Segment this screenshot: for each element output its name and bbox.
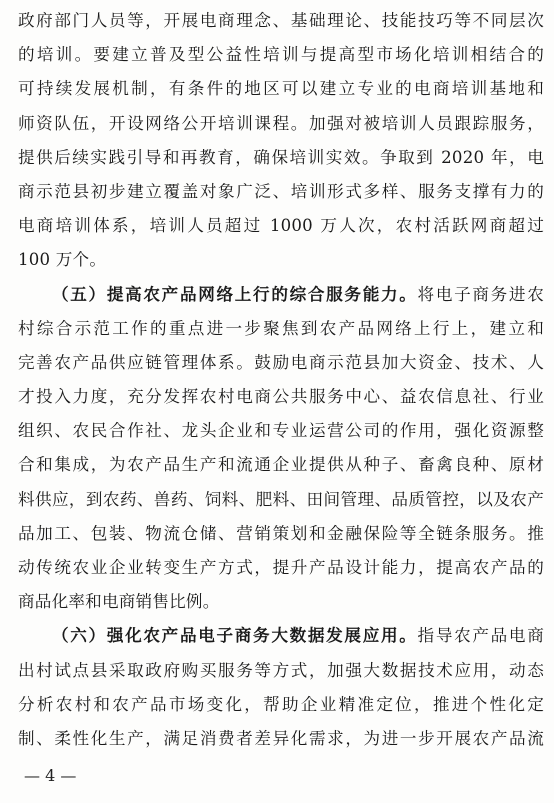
paragraph-line: 制、柔性化生产，满足消费者差异化需求，为进一步开展农产品流 <box>18 728 544 748</box>
paragraph-line: 提供后续实践引导和再教育，确保培训实效。争取到 2020 年，电 <box>18 147 544 167</box>
page-number: — 4 — <box>24 766 77 785</box>
paragraph-line: 村综合示范工作的重点进一步聚焦到农产品网络上行上，建立和 <box>18 318 544 338</box>
paragraph-line: 才投入力度，充分发挥农村电商公共服务中心、益农信息社、行业 <box>18 387 544 407</box>
section-five-first-line-text: 将电子商务进农 <box>417 284 544 304</box>
section-six-heading: （六）强化农产品电子商务大数据发展应用。 <box>52 626 418 646</box>
paragraph-line: 的培训。要建立普及型公益性培训与提高型市场化培训相结合的 <box>18 45 544 65</box>
paragraph-line: 出村试点县采取政府购买服务等方式，加强大数据技术应用，动态 <box>18 660 544 680</box>
paragraph-line: 师资队伍，开设网络公开培训课程。加强对被培训人员跟踪服务， <box>18 113 544 133</box>
paragraph-line: 合和集成，为农产品生产和流通企业提供从种子、畜禽良种、原材 <box>18 455 544 475</box>
paragraph-line: 100 万个。 <box>18 250 107 270</box>
paragraph-line: 组织、农民合作社、龙头企业和专业运营公司的作用，强化资源整 <box>18 421 544 441</box>
paragraph-line: 政府部门人员等，开展电商理念、基础理论、技能技巧等不同层次 <box>18 11 544 30</box>
paragraph-line: 可持续发展机制，有条件的地区可以建立专业的电商培训基地和 <box>18 79 544 99</box>
section-six-first-line-text: 指导农产品电商 <box>417 626 544 646</box>
paragraph-line: 完善农产品供应链管理体系。鼓励电商示范县加大资金、技术、人 <box>18 352 544 372</box>
paragraph-line: 电商培训体系，培训人员超过 1000 万人次，农村活跃网商超过 <box>18 216 544 236</box>
paragraph-line: 商示范县初步建立覆盖对象广泛、培训形式多样、服务支撑有力的 <box>18 181 544 201</box>
document-body <box>18 4 544 756</box>
paragraph-line: 品加工、包装、物流仓储、营销策划和金融保险等全链条服务。推 <box>18 523 544 543</box>
section-five-first-line <box>18 278 544 312</box>
paragraph-line: 动传统农业企业转变生产方式，提升产品设计能力，提高农产品的 <box>18 558 544 577</box>
paragraph-line: 料供应，到农药、兽药、饲料、肥料、田间管理、品质管控，以及农产 <box>18 489 544 509</box>
section-five-heading: （五）提高农产品网络上行的综合服务能力。 <box>52 284 418 304</box>
paragraph-line: 分析农村和农产品市场变化，帮助企业精准定位，推进个性化定 <box>18 694 544 714</box>
section-six-first-line <box>18 619 544 653</box>
paragraph-line: 商品化率和电商销售比例。 <box>18 592 220 612</box>
